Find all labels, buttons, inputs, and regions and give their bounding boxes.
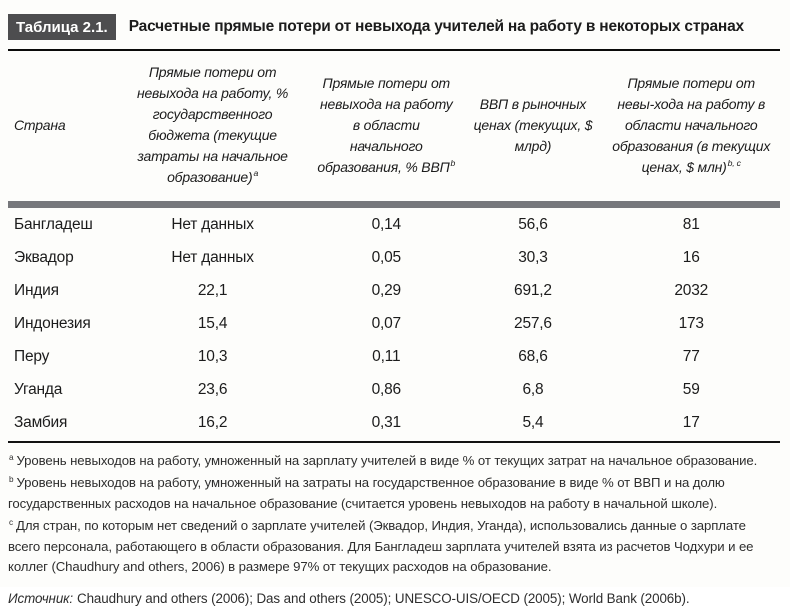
table-row xyxy=(8,274,780,307)
value-cell: 6,8 xyxy=(522,380,544,398)
value-cell: 16,2 xyxy=(116,406,309,442)
country-cell: Эквадор xyxy=(14,248,74,266)
value-cell: 0,07 xyxy=(371,314,401,332)
footnote-c: $^c$ Для стран, по которым нет сведений о зарплате учителей (Эквадор, Индия, Уганда), использовались данные о зарплате всего персонала, работающего в области образования. Для Бангладеш зарплата учителей взята из расчетов Чодхури и ее коллег (Chaudhury and others, 2006) в размере 97% от текущих расходов на образование. xyxy=(8,517,754,575)
table-titlebar xyxy=(8,14,780,51)
table-header-row xyxy=(8,51,780,205)
value-cell: 5,4 xyxy=(463,406,602,442)
value-cell: 257,6 xyxy=(514,314,552,332)
value-cell: 0,86 xyxy=(371,380,401,398)
value-cell: 0,05 xyxy=(371,248,401,266)
column-header-2: Прямые потери от невыхода на работу, % государственного бюджета (текущие затраты на начальное образование)$^a$ xyxy=(116,51,309,205)
value-cell: 22,1 xyxy=(197,281,228,299)
value-cell: 16 xyxy=(682,248,700,266)
country-cell: Бангладеш xyxy=(14,215,93,233)
footnote-marker: c xyxy=(9,517,13,527)
column-header-3: Прямые потери от невыхода на работу в области начального образования, % ВВП$^b$ xyxy=(309,51,463,205)
value-cell: 691,2 xyxy=(514,281,552,299)
value-cell: 68,6 xyxy=(518,347,548,365)
value-cell: 10,3 xyxy=(197,347,228,365)
value-cell: 0,31 xyxy=(309,406,463,442)
country-cell: Индонезия xyxy=(14,314,91,332)
footnotes-block xyxy=(8,451,780,578)
value-cell: 56,6 xyxy=(518,215,548,233)
value-cell: 23,6 xyxy=(197,380,228,398)
value-cell: 0,29 xyxy=(371,281,401,299)
table-number-badge: Таблица 2.1. xyxy=(8,14,116,40)
column-header-4: ВВП в рыночных ценах (текущих, $ млрд) xyxy=(463,51,602,205)
value-cell: Нет данных xyxy=(171,215,254,233)
table-row xyxy=(8,307,780,340)
data-table xyxy=(8,51,780,443)
country-cell: Уганда xyxy=(14,380,63,398)
table-title: Расчетные прямые потери от невыхода учителей на работу в некоторых странах xyxy=(128,18,744,35)
footnote-b: $^b$ Уровень невыходов на работу, умноженный на затраты на государственное образование в виде % от ВВП и на долю государственных расходов на начальное образование (считается уровень невыходов на работу в начальной школе). xyxy=(8,475,725,511)
value-cell: 17 xyxy=(602,406,780,442)
value-cell: 59 xyxy=(682,380,700,398)
country-cell: Замбия xyxy=(8,406,116,442)
column-header-1: Страна xyxy=(8,51,116,205)
value-cell: 2032 xyxy=(674,281,709,299)
value-cell: Нет данных xyxy=(171,248,254,266)
value-cell: 173 xyxy=(678,314,704,332)
country-cell: Перу xyxy=(14,347,50,365)
value-cell: 0,11 xyxy=(372,347,401,365)
column-header-5: Прямые потери от невы-хода на работу в области начального образования (в текущих ценах, $ млн)$^{b, c}$ xyxy=(602,51,780,205)
table-row xyxy=(8,205,780,242)
value-cell: 30,3 xyxy=(518,248,548,266)
footnote-a: $^a$ Уровень невыходов на работу, умноженный на зарплату учителей в виде % от текущих затрат на начальное образование. xyxy=(9,452,758,468)
footnote-marker: a xyxy=(9,452,14,462)
value-cell: 77 xyxy=(682,347,700,365)
table-row xyxy=(8,241,780,274)
source-text: Chaudhury and others (2006); Das and others (2005); UNESCO-UIS/OECD (2005); World Bank (2006b). xyxy=(77,590,690,606)
value-cell: 81 xyxy=(682,215,700,233)
table-row xyxy=(8,373,780,406)
value-cell: 15,4 xyxy=(197,314,228,332)
country-cell: Индия xyxy=(14,281,59,299)
source-line xyxy=(8,591,780,606)
value-cell: 0,14 xyxy=(371,215,401,233)
source-label: Источник: xyxy=(8,590,74,606)
footnote-marker: b xyxy=(9,475,14,485)
table-row xyxy=(8,406,780,442)
table-row xyxy=(8,340,780,373)
